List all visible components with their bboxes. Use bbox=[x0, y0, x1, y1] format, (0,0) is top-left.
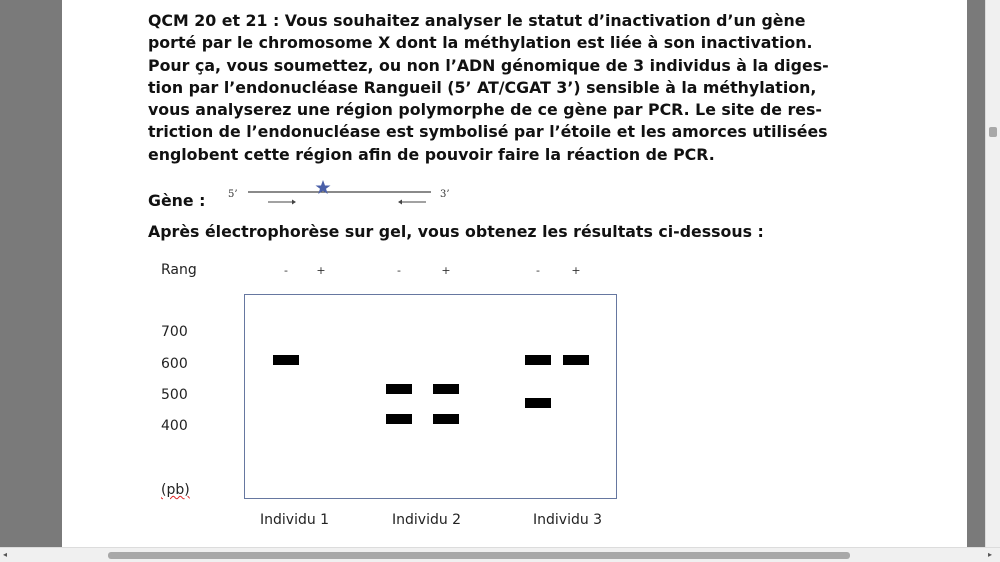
ladder-label-400: 400 bbox=[161, 418, 188, 434]
unit-label bbox=[161, 482, 190, 498]
gel-band bbox=[433, 414, 459, 424]
lane-sign: - bbox=[284, 264, 288, 277]
unit-label-text: (pb) bbox=[161, 482, 190, 498]
horizontal-scrollbar[interactable] bbox=[0, 547, 1000, 562]
individual-label-3: Individu 3 bbox=[533, 512, 603, 528]
scroll-right-arrow-icon[interactable]: ▸ bbox=[988, 550, 993, 559]
question-line: Pour ça, vous soumettez, ou non l’ADN génomique de 3 individus à la diges- bbox=[148, 55, 829, 75]
gel-box bbox=[244, 294, 617, 499]
individual-label-1: Individu 1 bbox=[260, 512, 330, 528]
gel-band bbox=[525, 355, 551, 365]
document-page bbox=[62, 0, 967, 550]
gel-band bbox=[563, 355, 589, 365]
gel-band bbox=[386, 414, 412, 424]
lane-sign: - bbox=[397, 264, 401, 277]
forward-primer-arrowhead bbox=[292, 200, 296, 205]
gene-diagram bbox=[222, 176, 462, 212]
gel-band bbox=[433, 384, 459, 394]
question-line: porté par le chromosome X dont la méthylation est liée à son inactivation. bbox=[148, 33, 813, 53]
lane-sign: - bbox=[536, 264, 540, 277]
vertical-scrollbar-thumb[interactable] bbox=[989, 127, 997, 137]
reverse-primer-arrowhead bbox=[398, 200, 402, 205]
three-prime-label: 3’ bbox=[440, 189, 450, 200]
ladder-label-700: 700 bbox=[161, 324, 188, 340]
gel-band bbox=[386, 384, 412, 394]
question-paragraph bbox=[148, 10, 888, 166]
vertical-scrollbar[interactable] bbox=[985, 0, 1000, 548]
question-line: QCM 20 et 21 : Vous souhaitez analyser le statut d’inactivation d’un gène bbox=[148, 11, 806, 30]
question-line: englobent cette région afin de pouvoir faire la réaction de PCR. bbox=[148, 144, 715, 164]
gel-band bbox=[273, 355, 299, 365]
question-line: triction de l’endonucléase est symbolisé par l’étoile et les amorces utilisées bbox=[148, 122, 828, 142]
scroll-left-arrow-icon[interactable]: ◂ bbox=[3, 550, 8, 559]
rank-label: Rang bbox=[161, 262, 197, 278]
ladder-label-600: 600 bbox=[161, 356, 188, 372]
ladder-label-500: 500 bbox=[161, 387, 188, 403]
gel-band bbox=[525, 398, 551, 408]
gene-label: Gène : bbox=[148, 191, 206, 210]
individual-label-2: Individu 2 bbox=[392, 512, 462, 528]
question-line: tion par l’endonucléase Rangueil (5’ AT/CGAT 3’) sensible à la méthylation, bbox=[148, 77, 817, 97]
lane-sign: + bbox=[316, 264, 326, 277]
five-prime-label: 5’ bbox=[228, 189, 238, 200]
horizontal-scrollbar-thumb[interactable] bbox=[108, 552, 850, 559]
lane-sign: + bbox=[441, 264, 451, 277]
question-line: vous analyserez une région polymorphe de ce gène par PCR. Le site de res- bbox=[148, 100, 822, 120]
lane-sign: + bbox=[571, 264, 581, 277]
results-intro-text: Après électrophorèse sur gel, vous obtenez les résultats ci-dessous : bbox=[148, 222, 764, 241]
